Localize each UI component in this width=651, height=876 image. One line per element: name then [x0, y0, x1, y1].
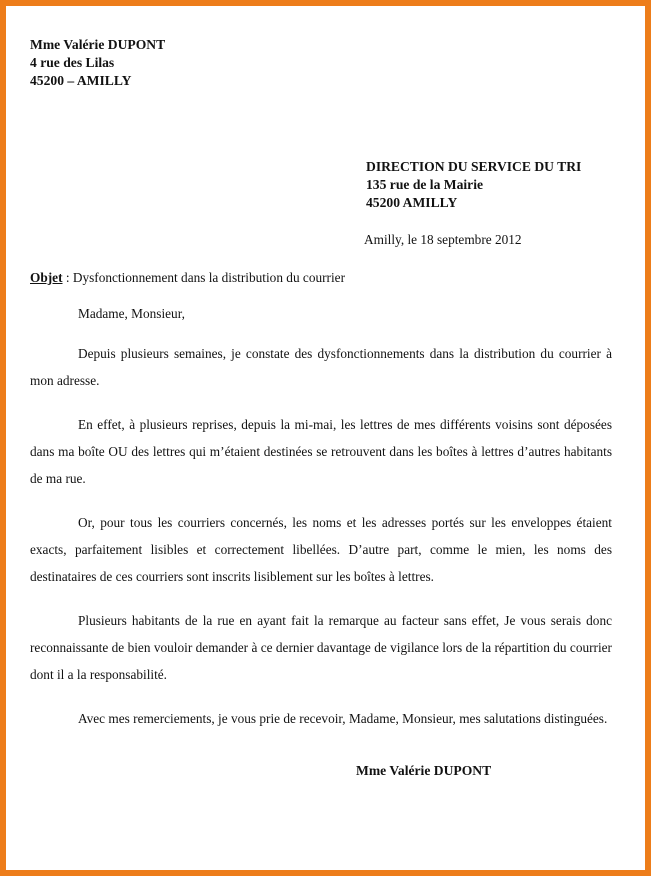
- body-paragraph: Or, pour tous les courriers concernés, les noms et les adresses portés sur les enveloppes étaient exacts, parfaitement lisibles et correctement libellées. D’autre part, comme le mien, les noms des destinataires de ces courriers sont inscrits lisiblement sur les boîtes à lettres.: [30, 515, 612, 585]
- letter-body: [30, 341, 618, 733]
- recipient-organisation: DIRECTION DU SERVICE DU TRI: [366, 159, 582, 175]
- signature: Mme Valérie DUPONT: [356, 763, 492, 779]
- sender-street: 4 rue des Lilas: [30, 55, 115, 71]
- recipient-street: 135 rue de la Mairie: [366, 177, 484, 193]
- place-and-date: Amilly, le 18 septembre 2012: [364, 232, 522, 248]
- recipient-address-block: [366, 158, 618, 212]
- object-label: Objet: [30, 269, 63, 285]
- sender-city-line: 45200 – AMILLY: [30, 73, 132, 89]
- body-paragraph: Avec mes remerciements, je vous prie de recevoir, Madame, Monsieur, mes salutations distinguées.: [78, 711, 608, 727]
- letter-sheet: [6, 6, 645, 870]
- body-paragraph: Plusieurs habitants de la rue en ayant fait la remarque au facteur sans effet, Je vous serais donc reconnaissante de bien vouloir demander à ce dernier davantage de vigilance lors de la répartition du courrier dont il a la responsabilité.: [30, 613, 612, 683]
- sender-address-block: [30, 36, 618, 90]
- object-line: [30, 271, 618, 284]
- sender-name: Mme Valérie DUPONT: [30, 37, 166, 52]
- recipient-city-line: 45200 AMILLY: [366, 195, 458, 211]
- salutation: Madame, Monsieur,: [78, 306, 185, 322]
- body-paragraph: En effet, à plusieurs reprises, depuis la mi-mai, les lettres de mes différents voisins sont déposées dans ma boîte OU des lettres qui m’étaient destinées se retrouvent dans les boîtes à lettres d’autres habitants de ma rue.: [30, 417, 612, 487]
- object-text: : Dysfonctionnement dans la distribution du courrier: [62, 269, 346, 285]
- body-paragraph: Depuis plusieurs semaines, je constate des dysfonctionnements dans la distribution du courrier à mon adresse.: [30, 346, 612, 389]
